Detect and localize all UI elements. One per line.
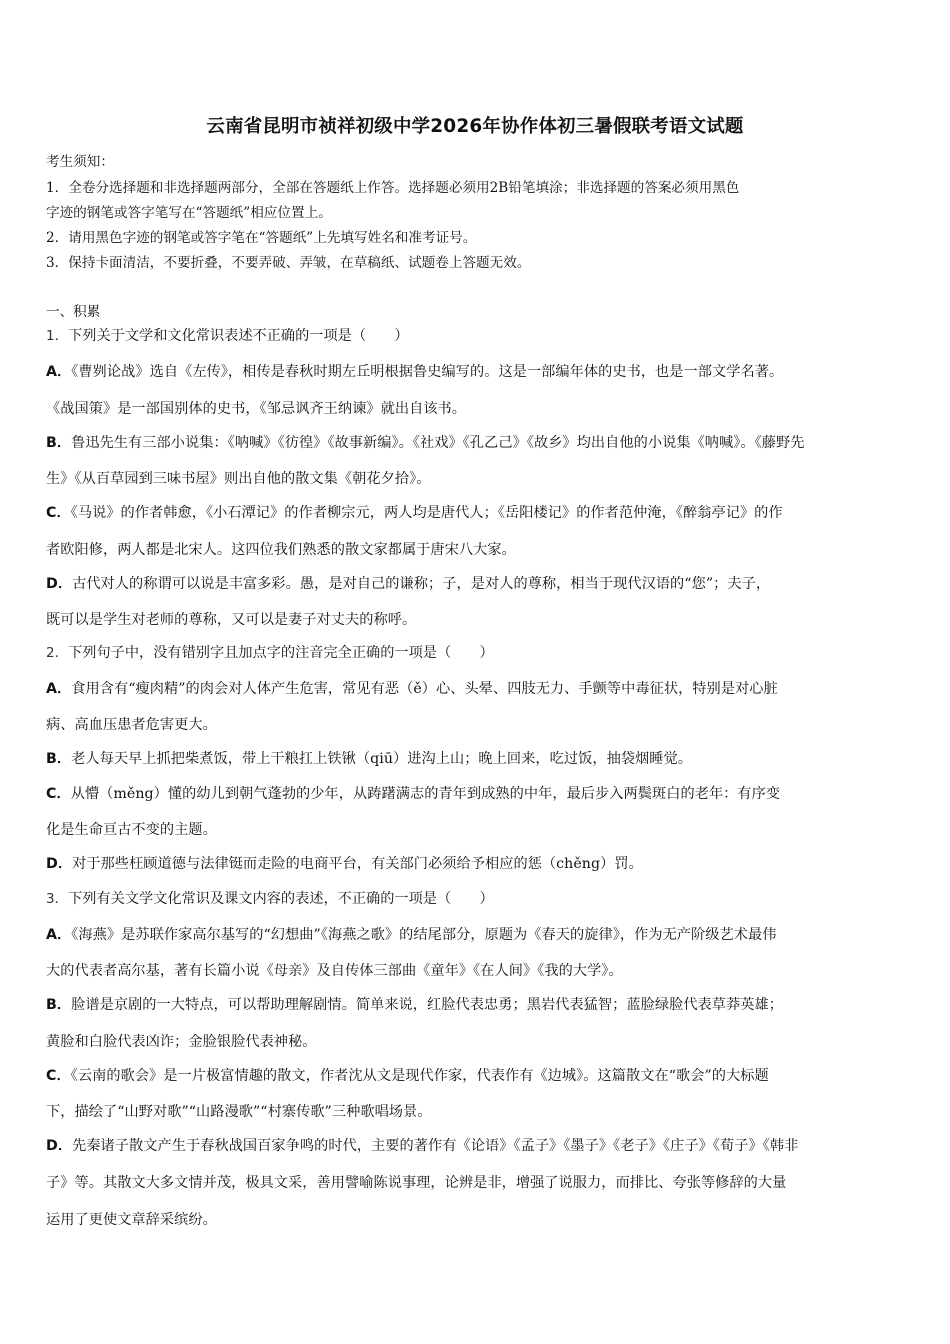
option-text-continued: 运用了更使文章辞采缤纷。 — [46, 1212, 217, 1228]
option-b — [46, 433, 805, 453]
option-d — [46, 574, 770, 594]
option-label: C． — [46, 786, 71, 802]
option-text: 《云南的歌会》是一片极富情趣的散文，作者沈从文是现代作家，代表作有《边城》。这篇散文在“歌会”的大标题 — [70, 1068, 769, 1084]
option-text-continued: 《战国策》是一部国别体的史书，《邹忌讽齐王纳谏》就出自该书。 — [46, 401, 467, 417]
option-label: B． — [46, 435, 72, 451]
option-c — [46, 784, 780, 804]
option-text: 从懵（měng）懂的幼儿到朝气蓬勃的少年，从踌躇满志的青年到成熟的中年，最后步入两鬓斑白的老年：有序变 — [70, 786, 781, 802]
question-stem: 下列句子中，没有错别字且加点字的注音完全正确的一项是（ ） — [68, 645, 494, 661]
question-number: 1． — [46, 328, 69, 344]
notice-line: 1．全卷分选择题和非选择题两部分，全部在答题纸上作答。选择题必须用2B铅笔填涂；非选择题的答案必须用黑色 — [46, 180, 740, 196]
option-d — [46, 1136, 798, 1156]
question-number: 3． — [46, 891, 69, 907]
option-label: C． — [46, 1068, 71, 1084]
question-1 — [46, 326, 409, 346]
question-3 — [46, 889, 494, 909]
option-text-continued: 子》等。其散文大多文情并茂，极具文采，善用譬喻陈说事理，论辨是非，增强了说服力，而排比、夸张等修辞的大量 — [46, 1175, 787, 1191]
option-text: 老人每天早上抓把柴煮饭，带上干粮扛上铁锹（qiū）进沟上山；晚上回来，吃过饭，抽袋烟睡觉。 — [71, 751, 692, 767]
option-a — [46, 362, 783, 382]
option-text-continued: 生》《从百草园到三味书屋》则出自他的散文集《朝花夕拾》。 — [46, 471, 431, 487]
question-number: 2． — [46, 645, 69, 661]
option-text-continued: 既可以是学生对老师的尊称，又可以是妻子对丈夫的称呼。 — [46, 612, 417, 628]
option-a — [46, 679, 778, 699]
option-text: 对于那些枉顾道德与法律铤而走险的电商平台，有关部门必须给予相应的惩（chěng）罚。 — [72, 856, 643, 872]
option-text-continued: 下，描绘了“山野对歌”“山路漫歌”“村寨传歌”三种歌唱场景。 — [46, 1104, 432, 1120]
option-c — [46, 1066, 769, 1086]
option-text: 《马说》的作者韩愈，《小石潭记》的作者柳宗元，两人均是唐代人；《岳阳楼记》的作者范仲淹，《醉翁亭记》的作 — [70, 505, 783, 521]
option-label: D． — [46, 856, 73, 872]
option-text-continued: 黄脸和白脸代表凶诈；金脸银脸代表神秘。 — [46, 1034, 317, 1050]
option-label: C． — [46, 505, 71, 521]
option-text: 先秦诸子散文产生于春秋战国百家争鸣的时代，主要的著作有《论语》《孟子》《墨子》《老子》《庄子》《荀子》《韩非 — [72, 1138, 799, 1154]
section-heading: 一、积累 — [46, 304, 101, 320]
option-b — [46, 749, 692, 769]
notice-heading: 考生须知： — [46, 154, 114, 170]
question-2 — [46, 643, 494, 663]
option-text-continued: 大的代表者高尔基，著有长篇小说《母亲》及自传体三部曲《童年》《在人间》《我的大学》。 — [46, 963, 623, 979]
option-label: B． — [46, 751, 72, 767]
option-text: 古代对人的称谓可以说是丰富多彩。愚，是对自己的谦称；子，是对人的尊称，相当于现代汉语的“您”；夫子， — [72, 576, 771, 592]
option-text-continued: 病、高血压患者危害更大。 — [46, 717, 217, 733]
page-title: 云南省昆明市祯祥初级中学2026年协作体初三暑假联考语文试题 — [206, 116, 744, 137]
option-label: D． — [46, 576, 73, 592]
option-label: A． — [46, 927, 72, 943]
option-c — [46, 503, 783, 523]
option-text: 鲁迅先生有三部小说集：《呐喊》《彷徨》《故事新编》。《社戏》《孔乙己》《故乡》均出自他的小说集《呐喊》。《藤野先 — [71, 435, 805, 451]
option-label: B． — [46, 997, 72, 1013]
option-a — [46, 925, 776, 945]
notice-line: 3．保持卡面清洁，不要折叠，不要弄破、弄皱，在草稿纸、试题卷上答题无效。 — [46, 255, 531, 271]
option-text: 《曹刿论战》选自《左传》，相传是春秋时期左丘明根据鲁史编写的。这是一部编年体的史书，也是一部文学名著。 — [71, 364, 784, 380]
option-label: D． — [46, 1138, 73, 1154]
option-text: 食用含有“瘦肉精”的肉会对人体产生危害，常见有恶（ě）心、头晕、四肢无力、手颤等中毒征状，特别是对心脏 — [71, 681, 778, 697]
notice-line: 字迹的钢笔或答字笔写在“答题纸”相应位置上。 — [46, 205, 332, 221]
notice-line: 2．请用黑色字迹的钢笔或答字笔在“答题纸”上先填写姓名和准考证号。 — [46, 230, 477, 246]
option-b — [46, 995, 783, 1015]
option-label: A． — [46, 681, 72, 697]
option-text-continued: 者欧阳修，两人都是北宋人。这四位我们熟悉的散文家都属于唐宋八大家。 — [46, 542, 516, 558]
option-d — [46, 854, 643, 874]
option-text: 《海燕》是苏联作家高尔基写的“幻想曲”《海燕之歌》的结尾部分，原题为《春天的旋律》，作为无产阶级艺术最伟 — [71, 927, 777, 943]
option-text-continued: 化是生命亘古不变的主题。 — [46, 822, 217, 838]
question-stem: 下列有关文学文化常识及课文内容的表述，不正确的一项是（ ） — [68, 891, 494, 907]
option-label: A． — [46, 364, 72, 380]
option-text: 脸谱是京剧的一大特点，可以帮助理解剧情。简单来说，红脸代表忠勇；黑岩代表猛智；蓝脸绿脸代表草莽英雄； — [71, 997, 783, 1013]
question-stem: 下列关于文学和文化常识表述不正确的一项是（ ） — [68, 328, 409, 344]
